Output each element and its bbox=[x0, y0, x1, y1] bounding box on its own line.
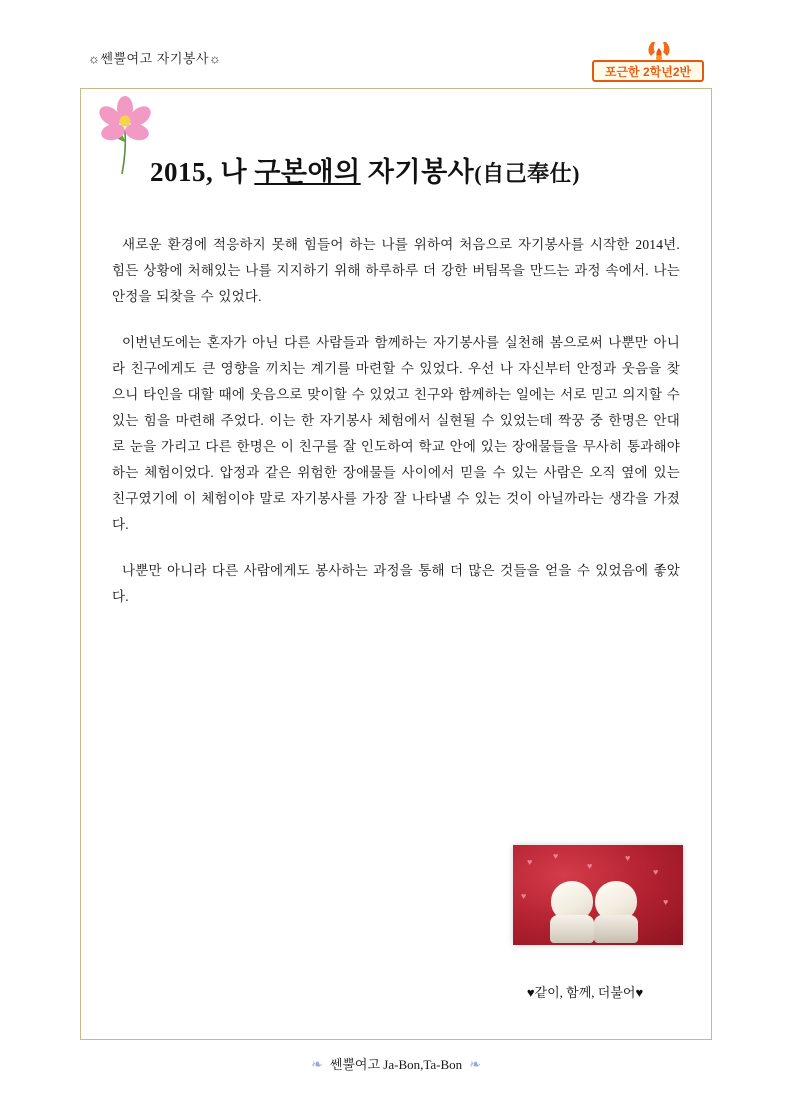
heart-icon: ♥ bbox=[587, 861, 593, 871]
paragraph-3: 나뿐만 아니라 다른 사람에게도 봉사하는 과정을 통해 더 많은 것들을 얻을 수 있었음에 좋았다. bbox=[112, 563, 680, 604]
class-badge-box bbox=[592, 60, 704, 82]
heart-icon: ♥ bbox=[663, 897, 669, 907]
heart-icon: ♥ bbox=[625, 853, 631, 863]
two-white-dolls-on-red-background-photo bbox=[513, 845, 683, 945]
page-title bbox=[150, 150, 670, 189]
title-name: 구본애의 bbox=[254, 157, 361, 187]
page-header bbox=[0, 40, 792, 90]
heart-icon: ♥ bbox=[521, 891, 527, 901]
title-suffix: 자기봉사 bbox=[360, 157, 475, 187]
paragraph-2: 이번년도에는 혼자가 아닌 다른 사람들과 함께하는 자기봉사를 실천해 봄으로써 나뿐만 아니라 친구에게도 큰 영향을 끼치는 계기를 마련할 수 있었다. 우선 나 자신부터 안정과 웃음을 찾으니 타인을 대할 때에 웃음으로 맞이할 수 있었고 친구와 함께하는 일에는 서로 믿고 의지할 수 있는 힘을 마련해 주었다. 이는 한 자기봉사 체험에서 실현될 수 있었는데 짝꿍 중 한명은 안대로 눈을 가리고 다른 한명은 이 친구를 잘 인도하여 학교 안에 있는 장애물들을 무사히 통과해야 하는 체험이었다. 압정과 같은 위험한 장애물들 사이에서 믿을 수 있는 사람은 오직 옆에 있는 친구였기에 이 체험이야 말로 자기봉사를 가장 잘 나타낼 수 있는 것이 아닐까라는 생각을 가졌다. bbox=[112, 335, 680, 532]
heart-icon: ♥ bbox=[653, 867, 659, 877]
footer-text: 쎈뿔여고 Ja-Bon,Ta-Bon bbox=[329, 1057, 463, 1072]
doll-body bbox=[594, 915, 638, 943]
document-body bbox=[112, 232, 680, 630]
header-left-label: ☼쎈뿔여고 자기봉사☼ bbox=[88, 51, 222, 66]
pink-cosmos-flower-icon bbox=[92, 96, 158, 176]
paragraph-1: 새로운 환경에 적응하지 못해 힘들어 하는 나를 위하여 처음으로 자기봉사를 시작한 2014년. 힘든 상황에 처해있는 나를 지지하기 위해 하루하루 더 강한 버팀목을 만드는 과정 속에서. 나는 안정을 되찾을 수 있었다. bbox=[112, 237, 680, 304]
doll-right bbox=[593, 881, 639, 943]
doll-left bbox=[549, 881, 595, 943]
page-footer bbox=[0, 1054, 792, 1074]
doll-body bbox=[550, 915, 594, 943]
class-badge-text: 포근한 2학년2반 bbox=[604, 64, 692, 79]
title-prefix: 2015, 나 bbox=[150, 157, 255, 187]
photo-caption: ♥같이, 함께, 더불어♥ bbox=[526, 985, 644, 1000]
heart-icon: ♥ bbox=[553, 851, 559, 861]
title-hanja: (自己奉仕) bbox=[474, 161, 580, 186]
heart-icon: ♥ bbox=[527, 857, 533, 867]
blue-ribbon-icon-left: ❧ bbox=[311, 1058, 323, 1073]
blue-ribbon-icon-right: ❧ bbox=[469, 1058, 481, 1073]
class-badge bbox=[592, 40, 704, 88]
